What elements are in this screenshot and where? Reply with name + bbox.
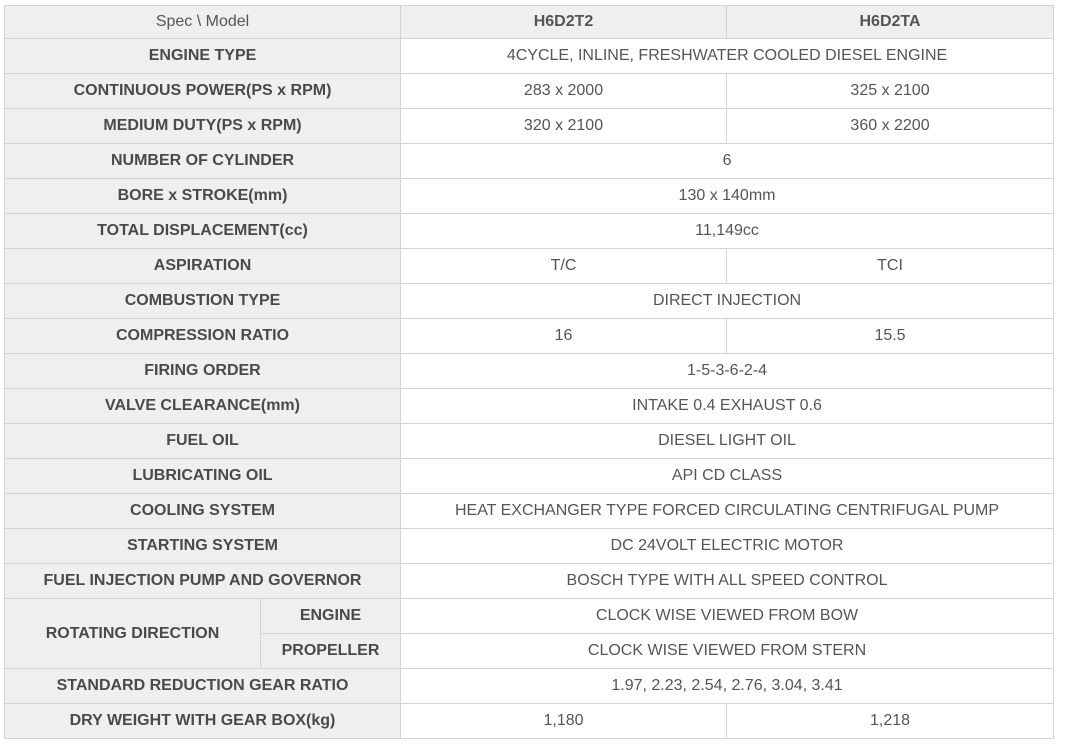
row-label: NUMBER OF CYLINDER: [5, 144, 401, 179]
row-label: MEDIUM DUTY(PS x RPM): [5, 109, 401, 144]
row-label: TOTAL DISPLACEMENT(cc): [5, 214, 401, 249]
row-value: DIRECT INJECTION: [401, 284, 1054, 319]
row-value-h6d2t2: 1,180: [401, 704, 727, 739]
table-header-row: [5, 6, 1054, 39]
row-value-h6d2t2: T/C: [401, 249, 727, 284]
rotating-propeller-value: CLOCK WISE VIEWED FROM STERN: [401, 634, 1054, 669]
row-label: FUEL OIL: [5, 424, 401, 459]
row-label: ENGINE TYPE: [5, 39, 401, 74]
row-label: COOLING SYSTEM: [5, 494, 401, 529]
row-value-h6d2ta: 1,218: [727, 704, 1054, 739]
table-row: [5, 599, 1054, 634]
table-row: [5, 494, 1054, 529]
row-value: BOSCH TYPE WITH ALL SPEED CONTROL: [401, 564, 1054, 599]
row-value-h6d2ta: 15.5: [727, 319, 1054, 354]
row-value-h6d2t2: 320 x 2100: [401, 109, 727, 144]
table-row: [5, 529, 1054, 564]
rotating-engine-value: CLOCK WISE VIEWED FROM BOW: [401, 599, 1054, 634]
table-row: [5, 704, 1054, 739]
row-label: COMBUSTION TYPE: [5, 284, 401, 319]
row-label: DRY WEIGHT WITH GEAR BOX(kg): [5, 704, 401, 739]
row-value: DIESEL LIGHT OIL: [401, 424, 1054, 459]
spec-table: [4, 5, 1054, 739]
model-header-h6d2t2: H6D2T2: [401, 6, 727, 39]
table-row: [5, 669, 1054, 704]
row-value: 4CYCLE, INLINE, FRESHWATER COOLED DIESEL ENGINE: [401, 39, 1054, 74]
row-label: STARTING SYSTEM: [5, 529, 401, 564]
row-label: FUEL INJECTION PUMP AND GOVERNOR: [5, 564, 401, 599]
table-row: [5, 39, 1054, 74]
row-value: 1.97, 2.23, 2.54, 2.76, 3.04, 3.41: [401, 669, 1054, 704]
rotating-propeller-label: PROPELLER: [261, 634, 401, 669]
row-value: API CD CLASS: [401, 459, 1054, 494]
row-label: BORE x STROKE(mm): [5, 179, 401, 214]
table-row: [5, 354, 1054, 389]
table-row: [5, 249, 1054, 284]
row-label: CONTINUOUS POWER(PS x RPM): [5, 74, 401, 109]
row-value: 11,149cc: [401, 214, 1054, 249]
table-row: [5, 214, 1054, 249]
row-value: 130 x 140mm: [401, 179, 1054, 214]
row-label: COMPRESSION RATIO: [5, 319, 401, 354]
row-label: LUBRICATING OIL: [5, 459, 401, 494]
table-row: [5, 144, 1054, 179]
row-label: VALVE CLEARANCE(mm): [5, 389, 401, 424]
rotating-direction-label: ROTATING DIRECTION: [5, 599, 261, 669]
table-row: [5, 179, 1054, 214]
table-row: [5, 74, 1054, 109]
rotating-engine-label: ENGINE: [261, 599, 401, 634]
row-value: DC 24VOLT ELECTRIC MOTOR: [401, 529, 1054, 564]
row-label: FIRING ORDER: [5, 354, 401, 389]
table-row: [5, 459, 1054, 494]
table-row: [5, 564, 1054, 599]
row-value: INTAKE 0.4 EXHAUST 0.6: [401, 389, 1054, 424]
model-header-h6d2ta: H6D2TA: [727, 6, 1054, 39]
table-row: [5, 109, 1054, 144]
row-label: ASPIRATION: [5, 249, 401, 284]
row-value-h6d2t2: 16: [401, 319, 727, 354]
row-value-h6d2ta: 360 x 2200: [727, 109, 1054, 144]
table-row: [5, 319, 1054, 354]
row-value: 1-5-3-6-2-4: [401, 354, 1054, 389]
row-value-h6d2ta: 325 x 2100: [727, 74, 1054, 109]
row-value-h6d2t2: 283 x 2000: [401, 74, 727, 109]
table-row: [5, 424, 1054, 459]
row-value: HEAT EXCHANGER TYPE FORCED CIRCULATING CENTRIFUGAL PUMP: [401, 494, 1054, 529]
row-value-h6d2ta: TCI: [727, 249, 1054, 284]
table-row: [5, 389, 1054, 424]
row-label: STANDARD REDUCTION GEAR RATIO: [5, 669, 401, 704]
table-row: [5, 284, 1054, 319]
row-value: 6: [401, 144, 1054, 179]
spec-model-header: Spec \ Model: [5, 6, 401, 39]
